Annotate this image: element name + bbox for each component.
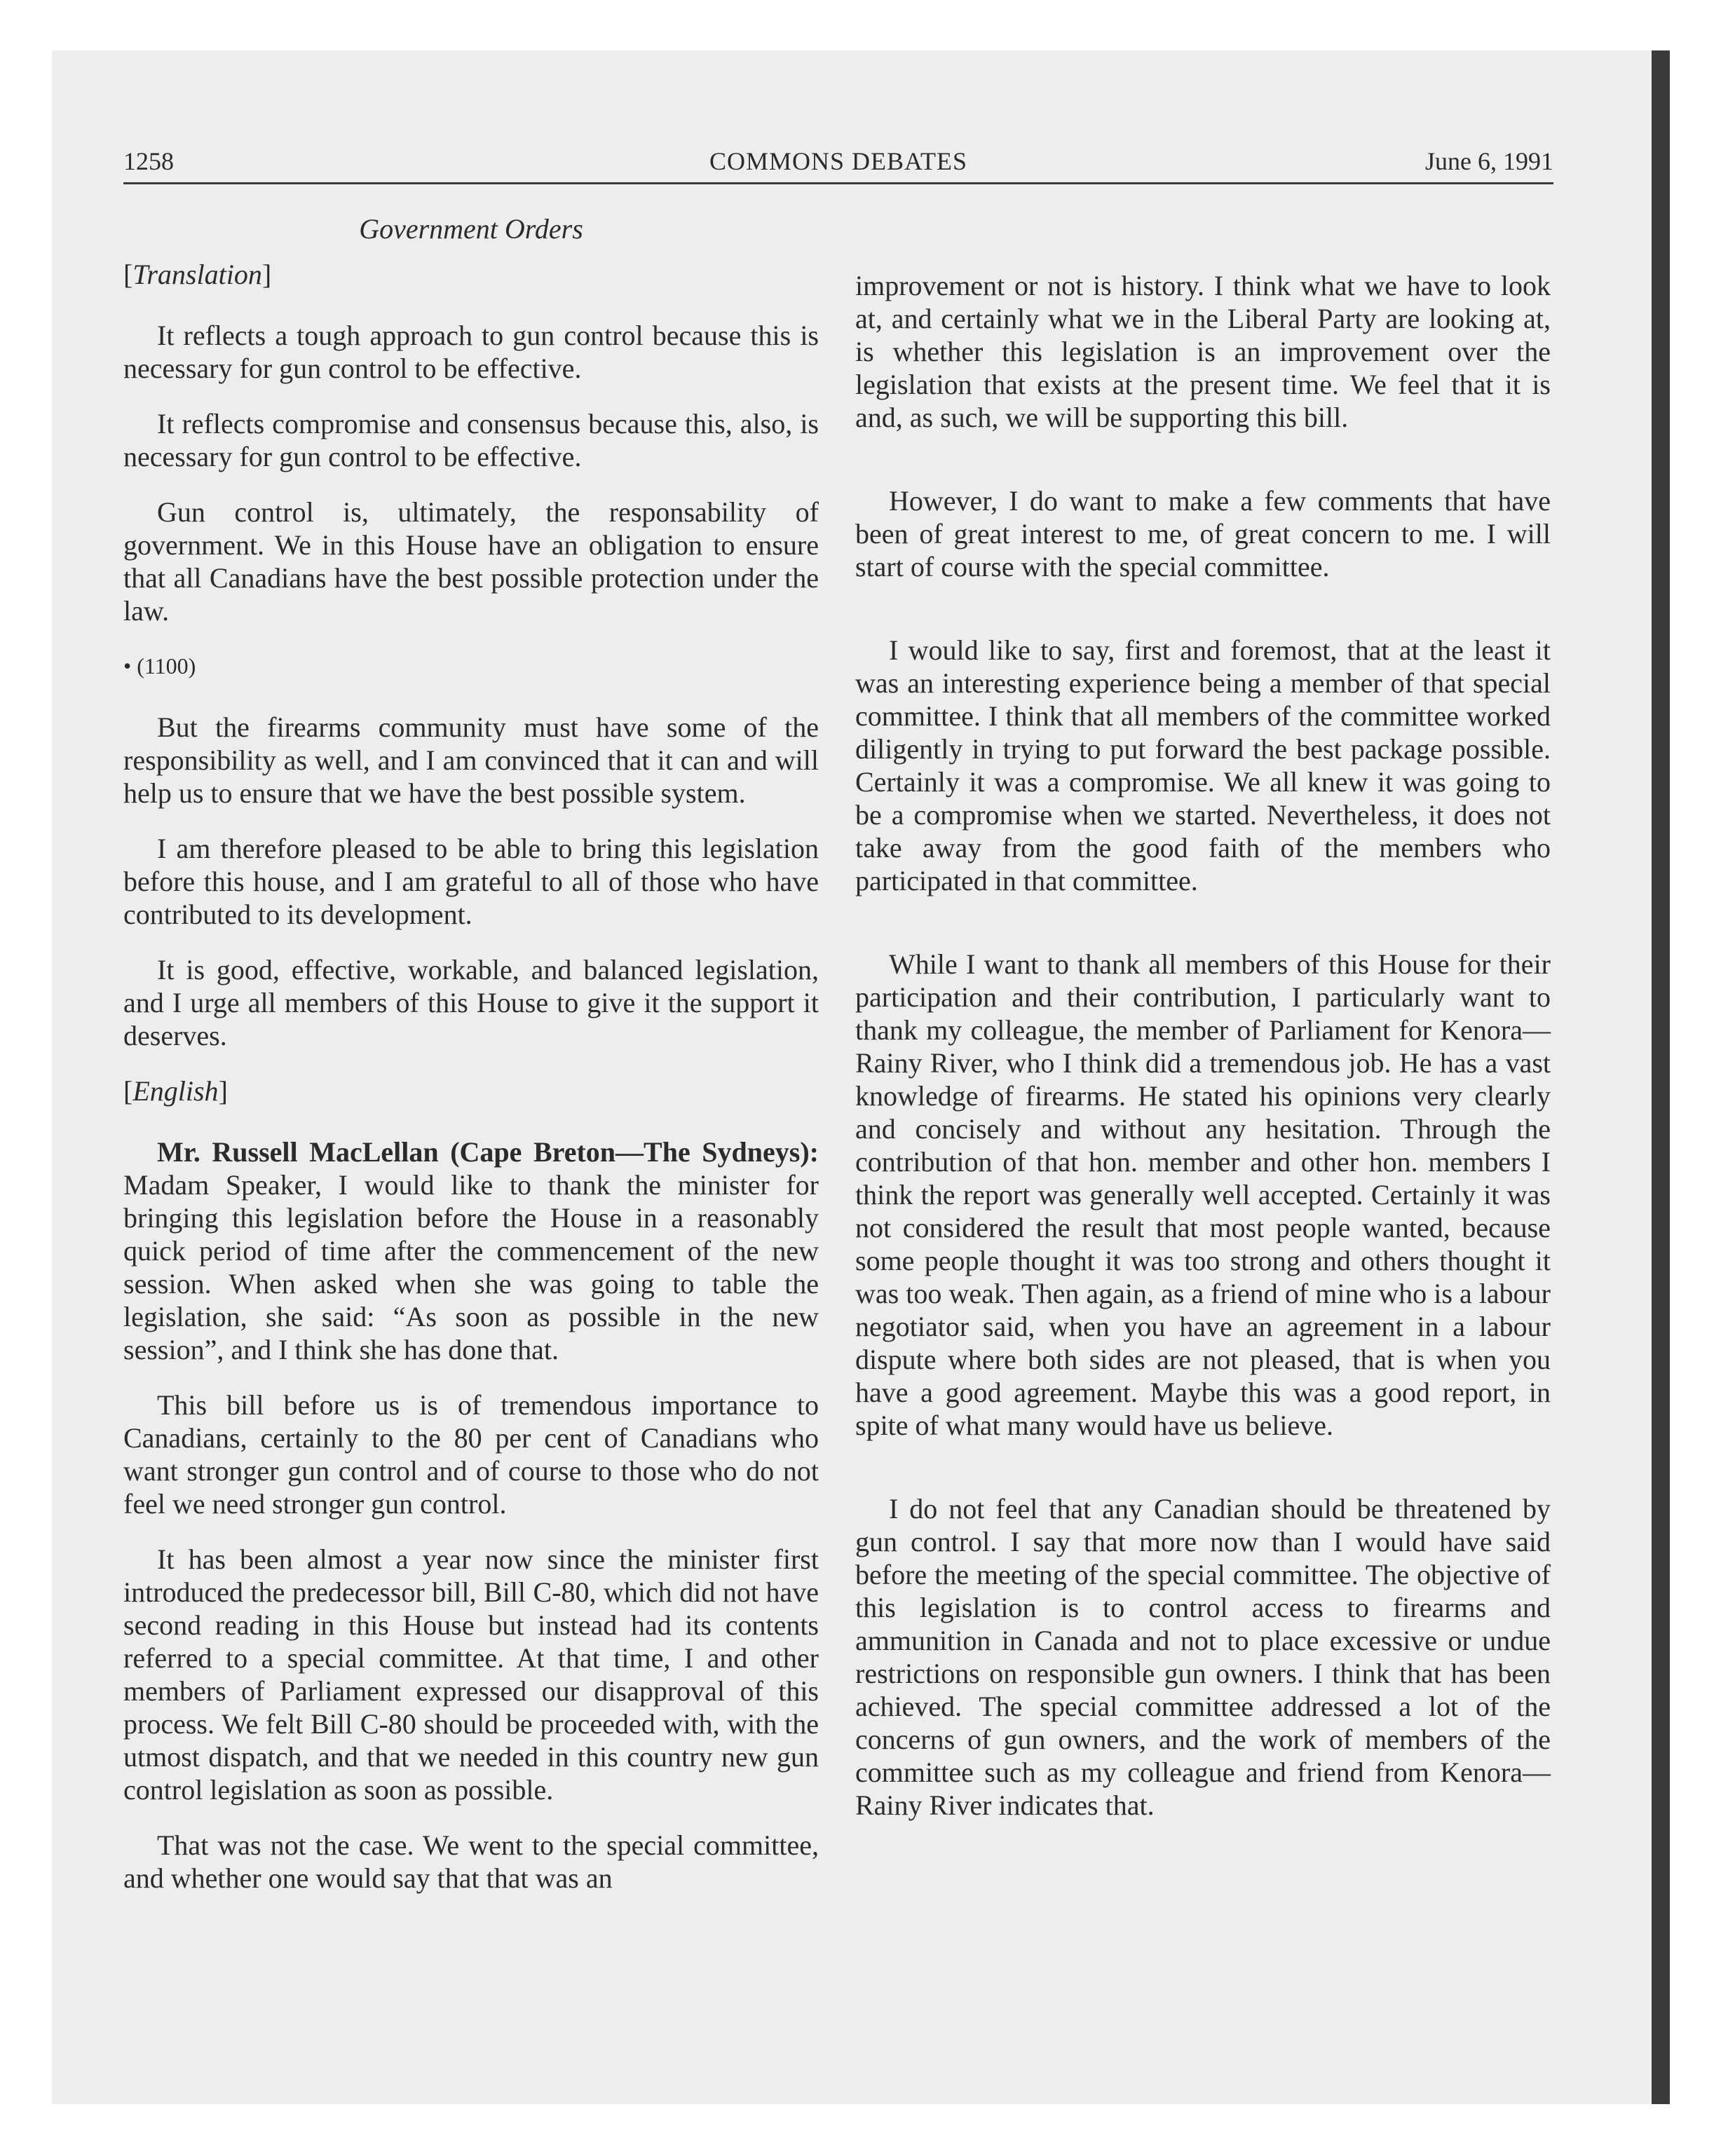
paragraph: It reflects a tough approach to gun control because this is necessary for gun control to be effective. [123, 320, 819, 384]
header-rule [123, 182, 1553, 184]
time-marker: • (1100) [123, 653, 196, 678]
paragraph: While I want to thank all members of this House for their participation and their contribution, I particularly want to thank my colleague, the member of Parliament for Kenora—Rainy River, who I think did a tremendous job. He has a vast knowledge of firearms. He stated his opinions very clearly and concisely and without any hesitation. Through the contribution of that hon. member and other hon. members I think the report was generally well accepted. Certainly it was not considered the result that most people wanted, because some people thought it was too strong and others thought it was too weak. Then again, as a friend of mine who is a labour negotiator said, when you have an agreement in a labour dispute where both sides are not pleased, that is when you have a good agreement. Maybe this was a good report, in spite of what many would have us believe. [855, 948, 1551, 1441]
section-heading: Government Orders [359, 213, 583, 245]
paragraph: It reflects compromise and consensus because this, also, is necessary for gun control to be effective. [123, 408, 819, 472]
page-number: 1258 [123, 147, 174, 175]
paragraph: That was not the case. We went to the special committee, and whether one would say that that was an [123, 1829, 819, 1894]
english-tag: [English] [123, 1075, 228, 1107]
scan-edge-bar [1652, 50, 1670, 2104]
paragraph: This bill before us is of tremendous importance to Canadians, certainly to the 80 per cent of Canadians who want stronger gun control and of course to those who do not feel we need stronger gun control. [123, 1389, 819, 1520]
paragraph: I am therefore pleased to be able to bring this legislation before this house, and I am grateful to all of those who have contributed to its development. [123, 833, 819, 930]
speaker-paragraph [123, 1135, 819, 1366]
page-header [123, 140, 1553, 182]
publication-title: COMMONS DEBATES [709, 147, 968, 175]
translation-tag: [Translation] [123, 259, 272, 290]
paragraph: I do not feel that any Canadian should be threatened by gun control. I say that more now than I would have said before the meeting of the special committee. The objective of this legislation is to control access to firearms and ammunition in Canada and not to place excessive or undue restrictions on responsible gun owners. I think that has been achieved. The special committee addressed a lot of the concerns of gun owners, and the work of members of the committee such as my colleague and friend from Kenora—Rainy River indicates that. [855, 1493, 1551, 1821]
paragraph: It has been almost a year now since the minister first introduced the predecessor bill, Bill C-80, which did not have second reading in this House but instead had its contents referred to a special committee. At that time, I and other members of Parliament expressed our disapproval of this process. We felt Bill C-80 should be proceeded with, with the utmost dispatch, and that we needed in this country new gun control legislation as soon as possible. [123, 1543, 819, 1806]
speaker-name: Mr. Russell MacLellan (Cape Breton—The Sydneys): [157, 1136, 819, 1168]
publication-date: June 6, 1991 [1425, 147, 1553, 175]
paragraph: However, I do want to make a few comments that have been of great interest to me, of great concern to me. I will start of course with the special committee. [855, 485, 1551, 582]
paragraph: But the firearms community must have some of the responsibility as well, and I am convinced that it can and will help us to ensure that we have the best possible system. [123, 711, 819, 809]
speech-text: Madam Speaker, I would like to thank the minister for bringing this legislation before the House in a reasonably quick period of time after the commencement of the new session. When asked when she was going to table the legislation, she said: “As soon as possible in the new session”, and I think she has done that. [123, 1169, 819, 1365]
paragraph: It is good, effective, workable, and balanced legislation, and I urge all members of this House to give it the support it deserves. [123, 954, 819, 1051]
right-column [855, 269, 1551, 1872]
paragraph: Gun control is, ultimately, the responsability of government. We in this House have an obligation to ensure that all Canadians have the best possible protection under the law. [123, 496, 819, 627]
paragraph-continued: improvement or not is history. I think what we have to look at, and certainly what we in the Liberal Party are looking at, is whether this legislation is an improvement over the legislation that exists at the present time. We feel that it is and, as such, we will be supporting this bill. [855, 270, 1551, 433]
left-column [123, 258, 819, 1917]
paragraph: I would like to say, first and foremost, that at the least it was an interesting experience being a member of that special committee. I think that all members of the committee worked diligently in trying to put forward the best package possible. Certainly it was a compromise. We all knew it was going to be a compromise when we started. Nevertheless, it does not take away from the good faith of the members who participated in that committee. [855, 634, 1551, 896]
